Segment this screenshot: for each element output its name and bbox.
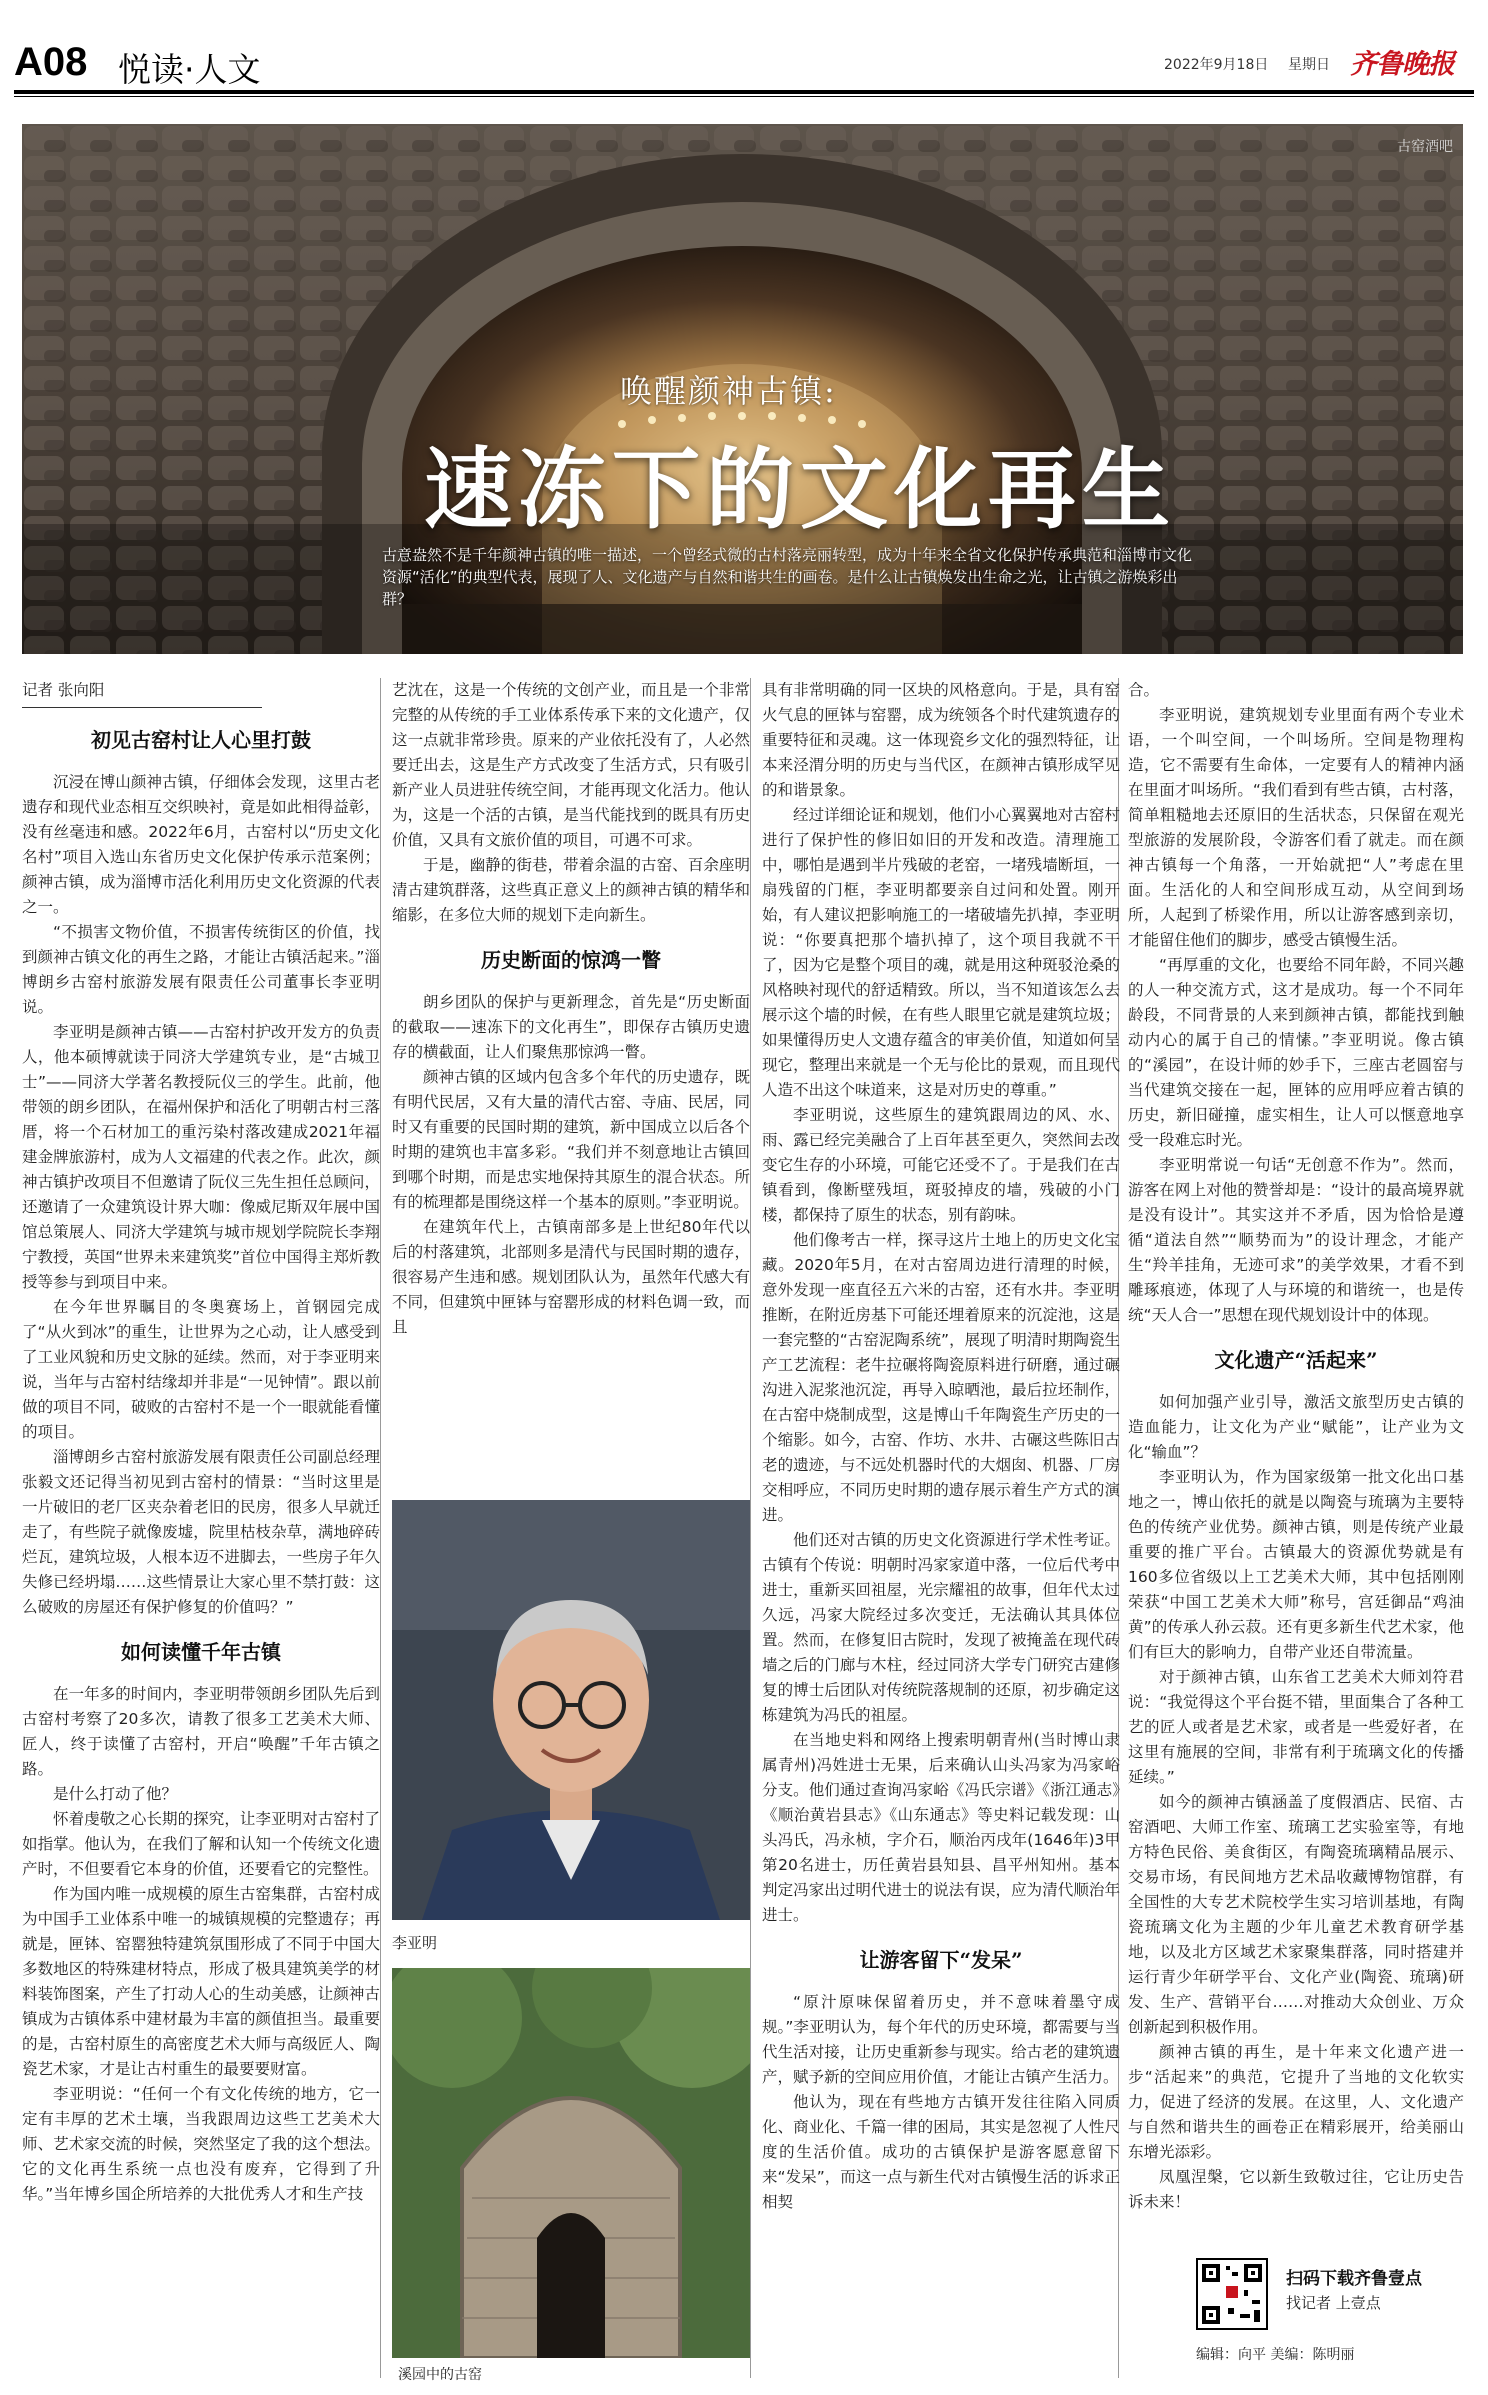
hero-image [22,124,1463,654]
column-divider [380,678,381,2378]
portrait-caption: 李亚明 [392,1934,438,1952]
article-paragraph: 经过详细论证和规划，他们小心翼翼地对古窑村进行了保护性的修旧如旧的开发和改造。清理施工中，哪怕是遇到半片残破的老窑，一堵残墙断垣，一扇残留的门框，李亚明都要亲自过问和处置。刚开始，有人建议把影响施工的一堵破墙先扒掉，李亚明说：“你要真把那个墙扒掉了，这个项目我就不干了，因为它是整个项目的魂，就是用这种斑驳沧桑的风格映衬现代的舒适精致。所以，当不知道该怎么去展示这个墙的时候，在有些人眼里它就是建筑垃圾；如果懂得历史人文遗存蕴含的审美价值，知道如何呈现它，整理出来就是一个无与伦比的景观，而且现代人造不出这个味道来，这是对历史的尊重。” [762,806,1120,1099]
portrait-illustration [392,1500,750,1920]
article-paragraph: 他认为，现在有些地方古镇开发往往陷入同质化、商业化、千篇一律的困局，其实是忽视了人性尺度的生活价值。成功的古镇保护是游客愿意留下来“发呆”，而这一点与新生代对古镇慢生活的诉求正相契 [762,2093,1120,2211]
article-paragraph: 朗乡团队的保护与更新理念，首先是“历史断面的截取——速冻下的文化再生”，即保存古镇历史遗存的横截面，让人们聚焦那惊鸿一瞥。 [392,993,750,1061]
article-paragraph: 李亚明说：“任何一个有文化传统的地方，它一定有丰厚的艺术土壤，当我跟周边这些工艺美术大师、艺术家交流的时候，突然坚定了我的这个想法。它的文化再生系统一点也没有废弃，它得到了升华。”当年博乡国企所培养的大批优秀人才和生产技 [22,2085,380,2203]
header-divider-thin [14,96,1474,97]
article-paragraph: 他们还对古镇的历史文化资源进行学术性考证。古镇有个传说：明朝时冯家家道中落，一位后代考中进士，重新买回祖屋，光宗耀祖的故事，但年代太过久远，冯家大院经过多次变迁，无法确认其具体位置。然而，在修复旧古院时，发现了被掩盖在现代砖墙之后的门廊与木柱，经过同济大学专门研究古建修复的博士后团队对传统院落规制的还原，初步确定这栋建筑为冯氏的祖屋。 [762,1531,1120,1724]
article-paragraph: “不损害文物价值，不损害传统街区的价值，找到颜神古镇文化的再生之路，才能让古镇活起来。”淄博朗乡古窑村旅游发展有限责任公司董事长李亚明说。 [22,923,380,1016]
article-paragraph: 于是，幽静的街巷，带着余温的古窑、百余座明清古建筑群落，这些真正意义上的颜神古镇的精华和缩影，在多位大师的规划下走向新生。 [392,856,750,924]
headline-kicker: 唤醒颜神古镇: [620,372,837,410]
article-column-4 [1128,678,1464,2215]
section-title: 悦读·人文 [118,50,261,89]
qr-label: 扫码下载齐鲁壹点 [1286,2269,1422,2289]
article-paragraph: 在当地史料和网络上搜索明朝青州(当时博山隶属青州)冯姓进士无果，后来确认山头冯家为冯家峪分支。他们通过查询冯家峪《冯氏宗谱》《浙江通志》《顺治黄岩县志》《山东通志》等史料记载发现：山头冯氏，冯永桢，字介石，顺治丙戌年(1646年)3甲第20名进士，历任黄岩县知县、昌平州知州。基本判定冯家出过明代进士的说法有误，应为清代顺治年进士。 [762,1731,1120,1924]
section-heading: 如何读懂千年古镇 [121,1640,281,1664]
article-paragraph: 颜神古镇的再生，是十年来文化遗产进一步“活起来”的典范，它提升了当地的文化软实力，促进了经济的发展。在这里，人、文化遗产与自然和谐共生的画卷正在精彩展开，给美丽山东增光添彩。 [1128,2043,1464,2161]
article-paragraph: 在一年多的时间内，李亚明带领朗乡团队先后到古窑村考察了20多次，请教了很多工艺美术大师、匠人，终于读懂了古窑村，开启“唤醒”千年古镇之路。 [22,1685,380,1778]
kiln-caption: 溪园中的古窑 [398,2367,482,2383]
article-paragraph: 凤凰涅槃，它以新生致敬过往，它让历史告诉未来！ [1128,2168,1464,2211]
portrait-photo [392,1500,750,1920]
article-paragraph: 他们像考古一样，探寻这片土地上的历史文化宝藏。2020年5月，在对古窑周边进行清理的时候，意外发现一座直径五六米的古窑，还有水井。李亚明推断，在附近房基下可能还埋着原来的沉淀池，这是一套完整的“古窑泥陶系统”，展现了明清时期陶瓷生产工艺流程：老牛拉碾将陶瓷原料进行研磨，通过碾沟进入泥浆池沉淀，再导入晾晒池，最后拉坯制作，在古窑中烧制成型，这是博山千年陶瓷生产历史的一个缩影。如今，古窑、作坊、水井、古碾这些陈旧古老的遗迹，与不远处机器时代的大烟囱、机器、厂房交相呼应，不同历史时期的遗存展示着生产方式的演进。 [762,1231,1120,1524]
section-heading: 文化遗产“活起来” [1214,1348,1378,1372]
article-paragraph: 艺沈在，这是一个传统的文创产业，而且是一个非常完整的从传统的手工业体系传承下来的文化遗产，仅这一点就非常珍贵。原来的产业依托没有了，人必然要迁出去，这是生产方式改变了生活方式，只有吸引新产业人员进驻传统空间，才能再现文化活力。他认为，这是一个活的古镇，是当代能找到的既具有历史价值，又具有文旅价值的项目，可遇不可求。 [392,681,750,849]
article-paragraph: 李亚明说，这些原生的建筑跟周边的风、水、雨、露已经完美融合了上百年甚至更久，突然间去改变它生存的小环境，可能它还受不了。于是我们在古镇看到，像断壁残垣，斑驳掉皮的墙，残破的小门楼，都保持了原生的状态，别有韵味。 [762,1106,1120,1224]
article-paragraph: 在今年世界瞩目的冬奥赛场上，首钢园完成了“从火到冰”的重生，让世界为之心动，让人感受到了工业风貌和历史文脉的延续。然而，对于李亚明来说，当年与古窑村结缘却并非是“一见钟情”。跟以前做的项目不同，破败的古窑村不是一个一眼就能看懂的项目。 [22,1298,380,1441]
column-divider [750,678,751,2378]
kiln-illustration [392,1968,750,2358]
article-paragraph: 如何加强产业引导，激活文旅型历史古镇的造血能力，让文化为产业“赋能”，让产业为文化“输血”？ [1128,1393,1464,1461]
article-paragraph: 李亚明说，建筑规划专业里面有两个专业术语，一个叫空间，一个叫场所。空间是物理构造，它不需要有生命体，一定要有人的精神内涵在里面才叫场所。“我们看到有些古镇，古村落，简单粗糙地去还原旧的生活状态，只保留在观光型旅游的发展阶段，令游客们看了就走。而在颜神古镇每一个角落，一开始就把“人”考虑在里面。生活化的人和空间形成互动，从空间到场所，人起到了桥梁作用，所以让游客感到亲切，才能留住他们的脚步，感受古镇慢生活。 [1128,706,1464,949]
article-paragraph: 对于颜神古镇，山东省工艺美术大师刘符君说：“我觉得这个平台挺不错，里面集合了各种工艺的匠人或者是艺术家，或者是一些爱好者，在这里有施展的空间，非常有利于琉璃文化的传播延续。” [1128,1668,1464,1786]
qr-code[interactable] [1196,2258,1268,2330]
page-number: A08 [14,40,88,84]
qr-sublabel: 找记者 上壹点 [1286,2294,1381,2312]
headline-lede: 古意盎然不是千年颜神古镇的唯一描述，一个曾经式微的古村落亮丽转型，成为十年来全省文化保护传承典范和淄博市文化资源“活化”的典型代表，展现了人、文化遗产与自然和谐共生的画卷。是什么让古镇焕发出生命之光，让古镇之游焕彩出群？ [382,546,1193,608]
article-column-2 [392,678,750,1340]
article-paragraph: “再厚重的文化，也要给不同年龄，不同兴趣的人一种交流方式，这才是成功。每一个不同年龄段，不同背景的人来到颜神古镇，都能找到触动内心的属于自己的情愫。”李亚明说。像古镇的“溪园”，在设计师的妙手下，三座古老圆窑与当代建筑交接在一起，匣钵的应用呼应着古镇的历史，新旧碰撞，虚实相生，让人可以惬意地享受一段难忘时光。 [1128,956,1464,1149]
article-paragraph: 李亚明常说一句话“无创意不作为”。然而，游客在网上对他的赞誉却是：“设计的最高境界就是没有设计”。其实这并不矛盾，因为恰恰是遵循“道法自然”“顺势而为”的设计理念，才能产生“羚羊挂角，无迹可求”的美学效果，才看不到雕琢痕迹，体现了人与环境的和谐统一，也是传统“天人合一”思想在现代规划设计中的体现。 [1128,1156,1464,1324]
page-header [0,0,1488,100]
headline-title: 速冻下的文化再生 [424,437,1177,541]
newspaper-logo: 齐鲁晚报 [1350,49,1454,80]
article-paragraph: 是什么打动了他？ [53,1785,178,1803]
issue-date: 2022年9月18日 [1164,57,1269,73]
section-heading: 初见古窑村让人心里打鼓 [91,728,311,752]
article-paragraph: “原汁原味保留着历史，并不意味着墨守成规。”李亚明认为，每个年代的历史环境，都需要与当代生活对接，让历史重新参与现实。给古老的建筑遗产，赋予新的空间应用价值，才能让古镇产生活力。 [762,1993,1120,2086]
byline: 记者 张向阳 [22,678,262,708]
article-paragraph: 颜神古镇的区域内包含多个年代的历史遗存，既有明代民居，又有大量的清代古窑、寺庙、民居，同时又有重要的民国时期的建筑，新中国成立以后各个时期的建筑也丰富多彩。“我们并不刻意地让古镇回到哪个时期，而是忠实地保持其原生的混合状态。所有的梳理都是围绕这样一个基本的原则。”李亚明说。 [392,1068,750,1211]
article-paragraph: 李亚明认为，作为国家级第一批文化出口基地之一，博山依托的就是以陶瓷与琉璃为主要特色的传统产业优势。颜神古镇，则是传统产业最重要的推广平台。古镇最大的资源优势就是有160多位省级以上工艺美术大师，其中包括刚刚荣获“中国工艺美术大师”称号，宫廷御品“鸡油黄”的传承人孙云菽。还有更多新生代艺术家，他们有巨大的影响力，自带产业还自带流量。 [1128,1468,1464,1661]
article-paragraph: 怀着虔敬之心长期的探究，让李亚明对古窑村了如指掌。他认为，在我们了解和认知一个传统文化遗产时，不但要看它本身的价值，还要看它的完整性。 [22,1810,380,1878]
article-paragraph: 沉浸在博山颜神古镇，仔细体会发现，这里古老遗存和现代业态相互交织映衬，竟是如此相得益彰，没有丝毫违和感。2022年6月，古窑村以“历史文化名村”项目入选山东省历史文化保护传承示范案例；颜神古镇，成为淄博市活化利用历史文化资源的代表之一。 [22,773,380,916]
article-column-1 [22,678,380,2207]
issue-weekday: 星期日 [1288,57,1330,73]
article-paragraph: 作为国内唯一成规模的原生古窑集群，古窑村成为中国手工业体系中唯一的城镇规模的完整遗存；再就是，匣钵、窑罂独特建筑氛围形成了不同于中国大多数地区的特殊建材特点，形成了极具建筑美学的材料装饰图案，产生了打动人心的生动美感，让颜神古镇成为古镇体系中建材最为丰富的颜值担当。最重要的是，古窑村原生的高密度艺术大师与高级匠人、陶瓷艺术家，才是让古村重生的最要要财富。 [22,1885,380,2078]
section-heading: 让游客留下“发呆” [859,1948,1023,1972]
article-paragraph: 在建筑年代上，古镇南部多是上世纪80年代以后的村落建筑，北部则多是清代与民国时期的遗存，很容易产生违和感。规划团队认为，虽然年代感大有不同，但建筑中匣钵与窑罂形成的材料色调一致，而且 [392,1218,750,1336]
article-paragraph: 具有非常明确的同一区块的风格意向。于是，具有窑火气息的匣钵与窑罂，成为统领各个时代建筑遗存的重要特征和灵魂。这一体现瓷乡文化的强烈特征，让本来泾渭分明的历史与当代区，在颜神古镇形成罕见的和谐景象。 [762,681,1120,799]
section-heading: 历史断面的惊鸿一瞥 [481,948,661,972]
article-column-3 [762,678,1120,2215]
header-divider [14,90,1474,94]
article-paragraph: 如今的颜神古镇涵盖了度假酒店、民宿、古窑酒吧、大师工作室、琉璃工艺实验室等，有地方特色民俗、美食街区，有陶瓷琉璃精品展示、交易市场，有民间地方艺术品收藏博物馆群，有全国性的大专艺术院校学生实习培训基地，有陶瓷琉璃文化为主题的少年儿童艺术教育研学基地，以及北方区域艺术家聚集群落，同时搭建并运行青少年研学平台、文化产业(陶瓷、琉璃)研发、生产、营销平台……对推动大众创业、万众创新起到积极作用。 [1128,1793,1464,2036]
article-paragraph: 淄博朗乡古窑村旅游发展有限责任公司副总经理张毅文还记得当初见到古窑村的情景：“当时这里是一片破旧的老厂区夹杂着老旧的民房，很多人早就迁走了，有些院子就像废墟，院里枯枝杂草，满地碎砖烂瓦，建筑垃圾，人根本迈不进脚去，一些房子年久失修已经坍塌……这些情景让大家心里不禁打鼓：这么破败的房屋还有保护修复的价值吗？” [22,1448,380,1616]
article-paragraph: 合。 [1128,681,1160,699]
photo-credit: 古窑酒吧 [1397,139,1453,155]
article-paragraph: 李亚明是颜神古镇——古窑村护改开发方的负责人，他本硕博就读于同济大学建筑专业，是“古城卫士”——同济大学著名教授阮仪三的学生。此前，他带领的朗乡团队，在福州保护和活化了明朝古村三落厝，将一个石材加工的重污染村落改建成2021年福建金牌旅游村，成为人文福建的代表之作。此次，颜神古镇护改项目不但邀请了阮仪三先生担任总顾问，还邀请了一众建筑设计界大咖：像威尼斯双年展中国馆总策展人、同济大学建筑与城市规划学院院长李翔宁教授，英国“世界未来建筑奖”首位中国得主郑炘教授等参与到项目中来。 [22,1023,380,1291]
qr-code-icon [1198,2260,1266,2328]
kiln-photo [392,1968,750,2358]
editor-credits: 编辑：向平 美编：陈明丽 [1196,2347,1355,2363]
